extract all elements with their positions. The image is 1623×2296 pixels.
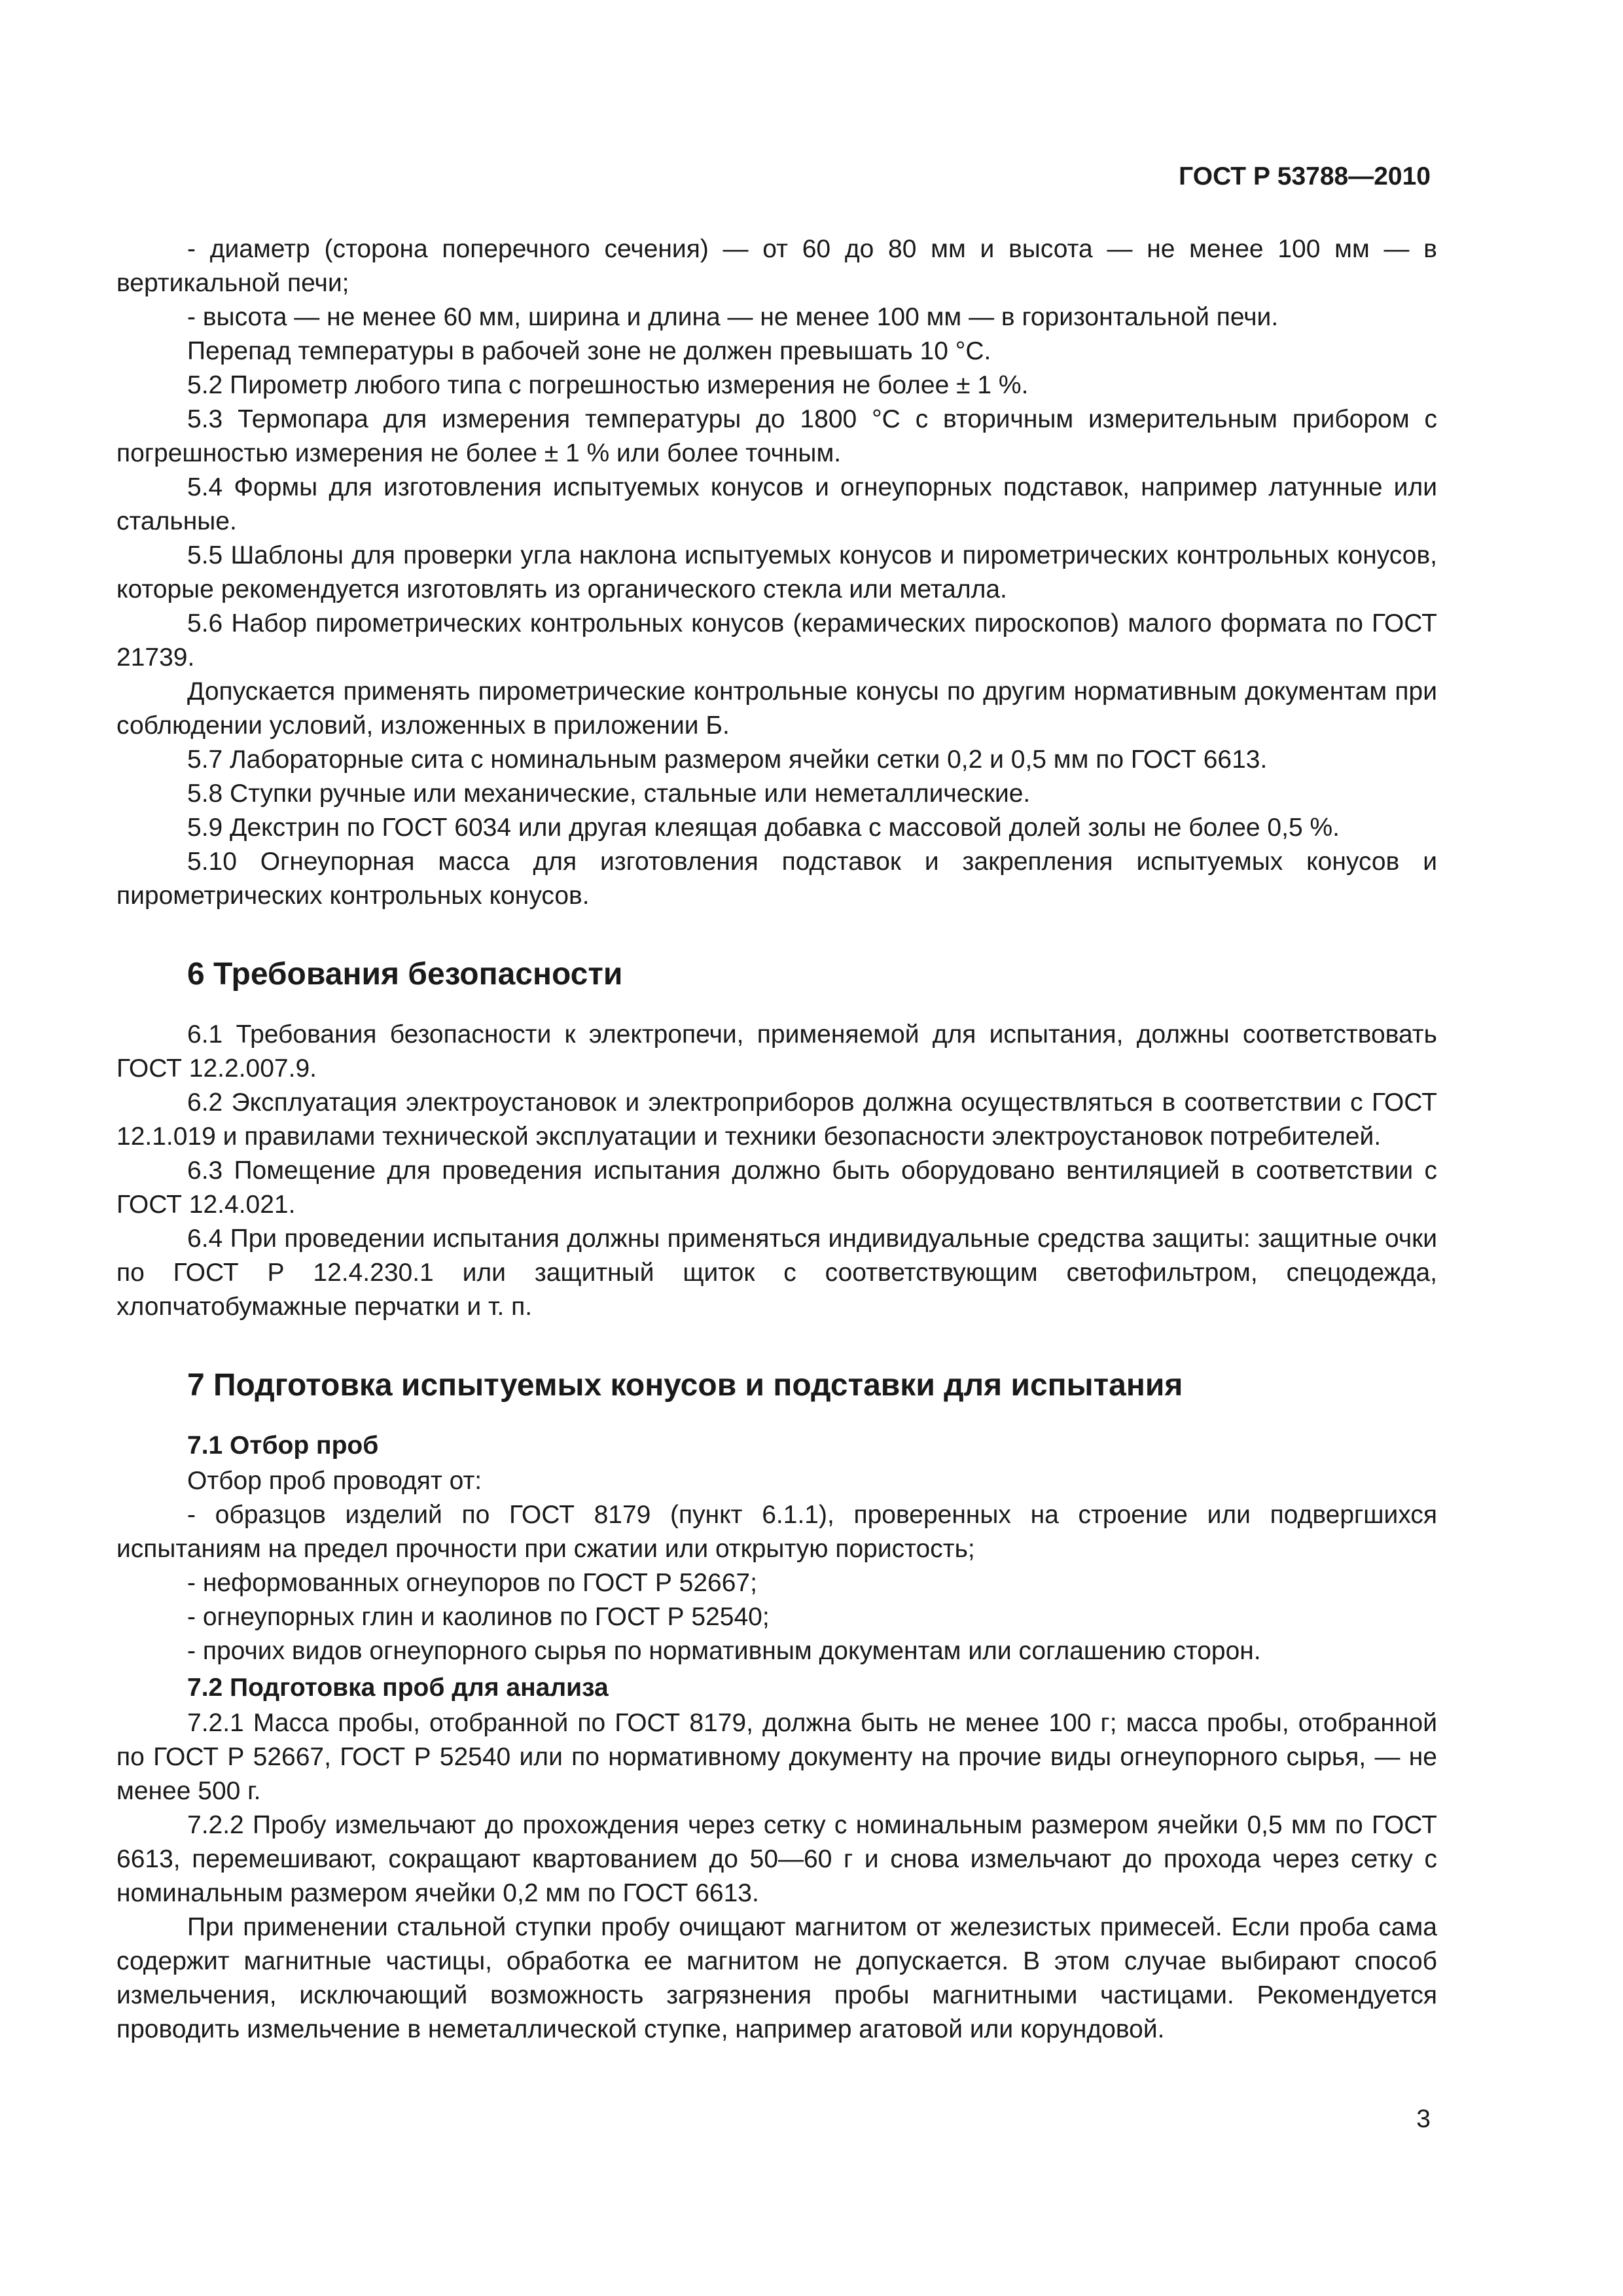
paragraph: При применении стальной ступки пробу очищают магнитом от железистых примесей. Если проба сама содержит магнитные частицы, обработка ее магнитом не допускается. В этом случае выбирают способ измельчения, исключающий возможность загрязнения пробы магнитными частицами. Рекомендуется проводить измельчение в неметаллической ступке, например агатовой или корундовой. — [116, 1913, 1437, 2043]
paragraph: Отбор проб проводят от: — [187, 1467, 482, 1495]
paragraph: 6.3 Помещение для проведения испытания должно быть оборудовано вентиляцией в соответствии с ГОСТ 12.4.021. — [116, 1157, 1437, 1219]
section-heading-7: 7 Подготовка испытуемых конусов и подставки для испытания — [187, 1368, 1183, 1403]
paragraph: - диаметр (сторона поперечного сечения) — от 60 до 80 мм и высота — не менее 100 мм — в вертикальной печи; — [116, 235, 1437, 297]
list-item: - огнеупорных глин и каолинов по ГОСТ Р 52540; — [187, 1603, 770, 1631]
paragraph: 7.2.2 Пробу измельчают до прохождения через сетку с номинальным размером ячейки 0,5 мм по ГОСТ 6613, перемешивают, сокращают квартованием до 50—60 г и снова измельчают до прохода через сетку с номинальным размером ячейки 0,2 мм по ГОСТ 6613. — [116, 1811, 1437, 1907]
paragraph: 5.7 Лабораторные сита с номинальным размером ячейки сетки 0,2 и 0,5 мм по ГОСТ 6613. — [187, 745, 1268, 774]
paragraph: 5.8 Ступки ручные или механические, стальные или неметаллические. — [187, 780, 1031, 808]
list-item: - прочих видов огнеупорного сырья по нормативным документам или соглашению сторон. — [187, 1637, 1261, 1665]
paragraph: Перепад температуры в рабочей зоне не должен превышать 10 °С. — [187, 337, 991, 365]
list-item: - образцов изделий по ГОСТ 8179 (пункт 6.1.1), проверенных на строение или подвергшихся испытаниям на предел прочности при сжатии или открытую пористость; — [116, 1501, 1437, 1563]
subsection-heading-7-1: 7.1 Отбор проб — [187, 1431, 379, 1460]
paragraph: 5.4 Формы для изготовления испытуемых конусов и огнеупорных подставок, например латунные или стальные. — [116, 473, 1437, 535]
paragraph: - высота — не менее 60 мм, ширина и длина — не менее 100 мм — в горизонтальной печи. — [187, 303, 1279, 331]
paragraph: 5.10 Огнеупорная масса для изготовления подставок и закрепления испытуемых конусов и пирометрических контрольных конусов. — [116, 848, 1437, 910]
page-number: 3 — [1416, 2105, 1431, 2133]
paragraph: Допускается применять пирометрические контрольные конусы по другим нормативным документам при соблюдении условий, изложенных в приложении Б. — [116, 677, 1437, 740]
list-item: - неформованных огнеупоров по ГОСТ Р 52667; — [187, 1569, 757, 1597]
paragraph: 6.2 Эксплуатация электроустановок и электроприборов должна осуществляться в соответствии с ГОСТ 12.1.019 и правилами технической эксплуатации и техники безопасности электроустановок потребителей. — [116, 1088, 1437, 1151]
paragraph: 6.4 При проведении испытания должны применяться индивидуальные средства защиты: защитные очки по ГОСТ Р 12.4.230.1 или защитный щиток с соответствующим светофильтром, спецодежда, хлопчатобумажные перчатки и т. п. — [116, 1225, 1437, 1321]
paragraph: 6.1 Требования безопасности к электропечи, применяемой для испытания, должны соответствовать ГОСТ 12.2.007.9. — [116, 1020, 1437, 1083]
paragraph: 5.3 Термопара для измерения температуры до 1800 °С с вторичным измерительным прибором с погрешностью измерения не более ± 1 % или более точным. — [116, 405, 1437, 467]
document-body — [116, 232, 1437, 2047]
subsection-heading-7-2: 7.2 Подготовка проб для анализа — [187, 1674, 609, 1702]
document-code: ГОСТ Р 53788—2010 — [1179, 162, 1431, 190]
paragraph: 5.5 Шаблоны для проверки угла наклона испытуемых конусов и пирометрических контрольных конусов, которые рекомендуется изготовлять из органического стекла или металла. — [116, 541, 1437, 603]
paragraph: 5.6 Набор пирометрических контрольных конусов (керамических пироскопов) малого формата по ГОСТ 21739. — [116, 609, 1437, 672]
paragraph: 7.2.1 Масса пробы, отобранной по ГОСТ 8179, должна быть не менее 100 г; масса пробы, отобранной по ГОСТ Р 52667, ГОСТ Р 52540 или по нормативному документу на прочие виды огнеупорного сырья, — не менее 500 г. — [116, 1709, 1437, 1805]
paragraph: 5.9 Декстрин по ГОСТ 6034 или другая клеящая добавка с массовой долей золы не более 0,5 %. — [187, 814, 1340, 842]
paragraph: 5.2 Пирометр любого типа с погрешностью измерения не более ± 1 %. — [187, 371, 1029, 399]
section-heading-6: 6 Требования безопасности — [187, 957, 623, 992]
